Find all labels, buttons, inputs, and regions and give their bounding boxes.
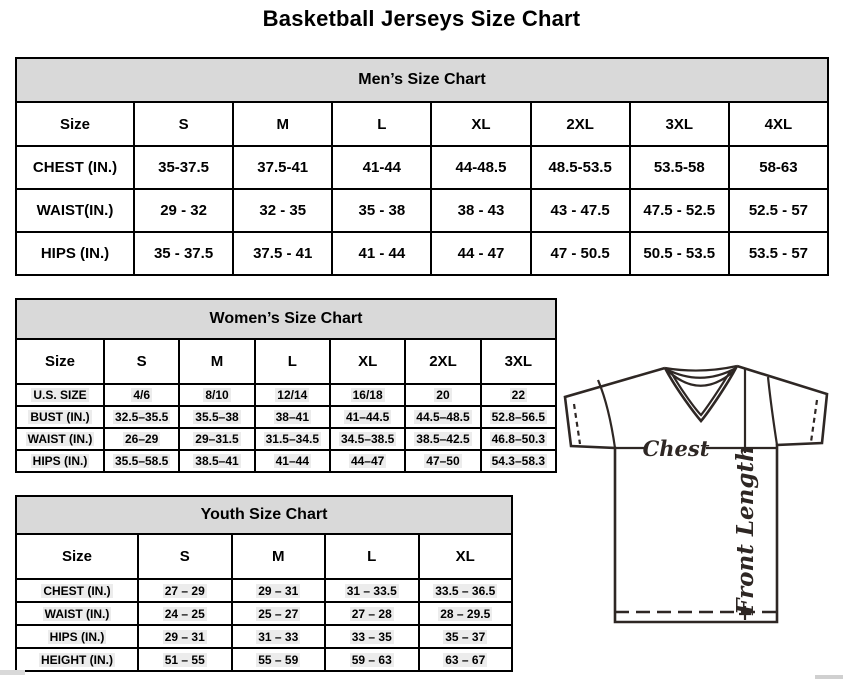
size-column-header: 3XL — [630, 102, 729, 146]
size-header-row — [16, 339, 556, 384]
measurement-value: 53.5 - 57 — [729, 232, 828, 275]
youth-size-chart-table — [15, 495, 513, 672]
measurement-row — [16, 602, 512, 625]
cell-text: 31.5–34.5 — [265, 432, 320, 446]
measurement-value — [405, 384, 480, 406]
cell-text: 25 – 27 — [258, 606, 299, 621]
cell-text: 29 – 31 — [258, 583, 299, 598]
chart-title: Youth Size Chart — [16, 496, 512, 534]
measurement-value — [255, 450, 330, 472]
measurement-label: HIPS (IN.) — [16, 232, 134, 275]
measurement-value — [405, 406, 480, 428]
right-armhole-seam — [768, 377, 777, 445]
measurement-value — [232, 602, 326, 625]
cell-text: 8/10 — [205, 388, 229, 402]
measurement-value — [104, 384, 179, 406]
size-corner-header: Size — [16, 102, 134, 146]
measurement-value: 37.5-41 — [233, 146, 332, 189]
cell-text: 27 – 29 — [164, 583, 205, 598]
measurement-value: 58-63 — [729, 146, 828, 189]
womens-size-chart-table — [15, 298, 557, 473]
measurement-label — [16, 625, 138, 648]
chart-title: Men’s Size Chart — [16, 58, 828, 102]
measurement-value — [232, 625, 326, 648]
measurement-value: 41-44 — [332, 146, 431, 189]
size-column-header: M — [233, 102, 332, 146]
size-column-header: XL — [419, 534, 513, 579]
cell-text: U.S. SIZE — [33, 388, 87, 402]
measurement-value — [138, 579, 232, 602]
measurement-value: 52.5 - 57 — [729, 189, 828, 232]
measurement-value — [330, 384, 405, 406]
cell-text: WAIST (IN.) — [44, 606, 110, 621]
page-title: Basketball Jerseys Size Chart — [262, 6, 581, 31]
cell-text: 24 – 25 — [164, 606, 205, 621]
size-column-header: L — [325, 534, 419, 579]
measurement-value — [179, 406, 254, 428]
measurement-value: 47 - 50.5 — [531, 232, 630, 275]
measurement-value — [232, 579, 326, 602]
cell-text: 29–31.5 — [195, 432, 239, 446]
measurement-value: 53.5-58 — [630, 146, 729, 189]
size-header-row — [16, 534, 512, 579]
cell-text: 59 – 63 — [351, 652, 392, 667]
size-column-header: XL — [431, 102, 530, 146]
measurement-value: 35 - 37.5 — [134, 232, 233, 275]
chart-title-row — [16, 299, 556, 339]
size-column-header: S — [134, 102, 233, 146]
cell-text: 44.5–48.5 — [416, 410, 470, 424]
measurement-value: 41 - 44 — [332, 232, 431, 275]
cell-text: 63 – 67 — [445, 652, 486, 667]
cell-text: 27 – 28 — [351, 606, 392, 621]
cell-text: 31 – 33 — [258, 629, 299, 644]
size-column-header: S — [104, 339, 179, 384]
size-column-header: M — [179, 339, 254, 384]
measurement-value — [325, 625, 419, 648]
measurement-label — [16, 648, 138, 671]
measurement-value: 29 - 32 — [134, 189, 233, 232]
measurement-value — [255, 428, 330, 450]
cell-text: 31 – 33.5 — [346, 583, 397, 598]
measurement-label — [16, 602, 138, 625]
cell-text: 34.5–38.5 — [340, 432, 395, 446]
measurement-value — [330, 450, 405, 472]
left-armhole-seam — [598, 380, 615, 448]
measurement-value: 35-37.5 — [134, 146, 233, 189]
measurement-value: 47.5 - 52.5 — [630, 189, 729, 232]
cell-text: 12/14 — [277, 388, 308, 402]
size-column-header: S — [138, 534, 232, 579]
chart-title-row — [16, 58, 828, 102]
cell-text: 38.5–41 — [195, 454, 239, 468]
measurement-label: CHEST (IN.) — [16, 146, 134, 189]
measurement-label — [16, 450, 104, 472]
measurement-value — [255, 406, 330, 428]
size-column-header: 2XL — [531, 102, 630, 146]
size-column-header: 2XL — [405, 339, 480, 384]
cell-text: 26–29 — [124, 432, 159, 446]
measurement-value — [138, 602, 232, 625]
cell-text: 35.5–38 — [195, 410, 239, 424]
measurement-row — [16, 406, 556, 428]
cell-text: 52.8–56.5 — [491, 410, 546, 424]
cell-text: 35 – 37 — [445, 629, 486, 644]
measurement-label: WAIST(IN.) — [16, 189, 134, 232]
measurement-value — [481, 450, 556, 472]
measurement-value — [325, 602, 419, 625]
collar-top-edge — [665, 366, 737, 371]
cell-text: BUST (IN.) — [30, 410, 90, 424]
measurement-value — [104, 406, 179, 428]
size-header-row — [16, 102, 828, 146]
cell-text: HEIGHT (IN.) — [41, 652, 113, 667]
cell-text: 33 – 35 — [351, 629, 392, 644]
measurement-value — [419, 602, 513, 625]
measurement-value — [179, 428, 254, 450]
cell-text: 38–41 — [275, 410, 309, 424]
measurement-value — [255, 384, 330, 406]
mens-size-chart-table — [15, 57, 829, 276]
cell-text: 47–50 — [426, 454, 460, 468]
cell-text: 20 — [436, 388, 450, 402]
cell-text: 4/6 — [133, 388, 150, 402]
jersey-outline — [565, 366, 827, 622]
cell-text: HIPS (IN.) — [49, 629, 105, 644]
cell-text: 46.8–50.3 — [491, 432, 546, 446]
measurement-value: 44 - 47 — [431, 232, 530, 275]
front-length-label: Front Length — [732, 445, 759, 615]
cell-text: 33.5 – 36.5 — [435, 583, 496, 598]
measurement-value — [179, 384, 254, 406]
size-column-header: M — [232, 534, 326, 579]
jersey-measurement-diagram — [560, 358, 840, 658]
measurement-value — [405, 428, 480, 450]
cell-text: WAIST (IN.) — [27, 432, 93, 446]
chart-title-row — [16, 496, 512, 534]
measurement-row — [16, 450, 556, 472]
measurement-value — [481, 428, 556, 450]
cell-text: 55 – 59 — [258, 652, 299, 667]
scrollbar-fragment-bottom-right — [815, 675, 843, 679]
measurement-row — [16, 384, 556, 406]
measurement-value — [330, 406, 405, 428]
size-column-header: 4XL — [729, 102, 828, 146]
measurement-row — [16, 232, 828, 275]
measurement-row — [16, 579, 512, 602]
measurement-value: 38 - 43 — [431, 189, 530, 232]
measurement-label — [16, 384, 104, 406]
cell-text: 22 — [511, 388, 525, 402]
cell-text: 28 – 29.5 — [440, 606, 491, 621]
measurement-value — [104, 450, 179, 472]
scrollbar-fragment-bottom-left — [0, 670, 25, 675]
chart-title: Women’s Size Chart — [16, 299, 556, 339]
size-column-header: XL — [330, 339, 405, 384]
cell-text: 38.5–42.5 — [416, 432, 470, 446]
size-column-header: L — [255, 339, 330, 384]
measurement-row — [16, 146, 828, 189]
size-corner-header: Size — [16, 534, 138, 579]
cell-text: 35.5–58.5 — [114, 454, 169, 468]
chest-label: Chest — [642, 436, 710, 461]
cell-text: 41–44 — [275, 454, 309, 468]
measurement-value — [179, 450, 254, 472]
measurement-value — [419, 648, 513, 671]
right-sleeve-cuff-dashes — [811, 400, 817, 442]
measurement-value — [419, 625, 513, 648]
measurement-value — [325, 579, 419, 602]
size-column-header: L — [332, 102, 431, 146]
cell-text: 54.3–58.3 — [491, 454, 546, 468]
cell-text: HIPS (IN.) — [32, 454, 88, 468]
left-sleeve-cuff-dashes — [574, 404, 580, 444]
measurement-value — [481, 406, 556, 428]
measurement-value — [138, 648, 232, 671]
measurement-value — [325, 648, 419, 671]
measurement-label — [16, 428, 104, 450]
cell-text: 16/18 — [352, 388, 383, 402]
cell-text: 29 – 31 — [164, 629, 205, 644]
measurement-value — [138, 625, 232, 648]
size-column-header: 3XL — [481, 339, 556, 384]
measurement-value: 37.5 - 41 — [233, 232, 332, 275]
measurement-value — [419, 579, 513, 602]
measurement-label — [16, 579, 138, 602]
measurement-value: 32 - 35 — [233, 189, 332, 232]
measurement-row — [16, 648, 512, 671]
measurement-value — [104, 428, 179, 450]
measurement-label — [16, 406, 104, 428]
cell-text: 41–44.5 — [345, 410, 390, 424]
cell-text: 32.5–35.5 — [114, 410, 169, 424]
measurement-value: 43 - 47.5 — [531, 189, 630, 232]
measurement-value: 48.5-53.5 — [531, 146, 630, 189]
size-corner-header: Size — [16, 339, 104, 384]
cell-text: CHEST (IN.) — [43, 583, 111, 598]
cell-text: 51 – 55 — [164, 652, 205, 667]
measurement-value: 35 - 38 — [332, 189, 431, 232]
measurement-value — [330, 428, 405, 450]
measurement-row — [16, 428, 556, 450]
measurement-value: 44-48.5 — [431, 146, 530, 189]
cell-text: 44–47 — [350, 454, 385, 468]
measurement-value — [481, 384, 556, 406]
measurement-value: 50.5 - 53.5 — [630, 232, 729, 275]
measurement-value — [405, 450, 480, 472]
measurement-row — [16, 189, 828, 232]
measurement-value — [232, 648, 326, 671]
measurement-row — [16, 625, 512, 648]
